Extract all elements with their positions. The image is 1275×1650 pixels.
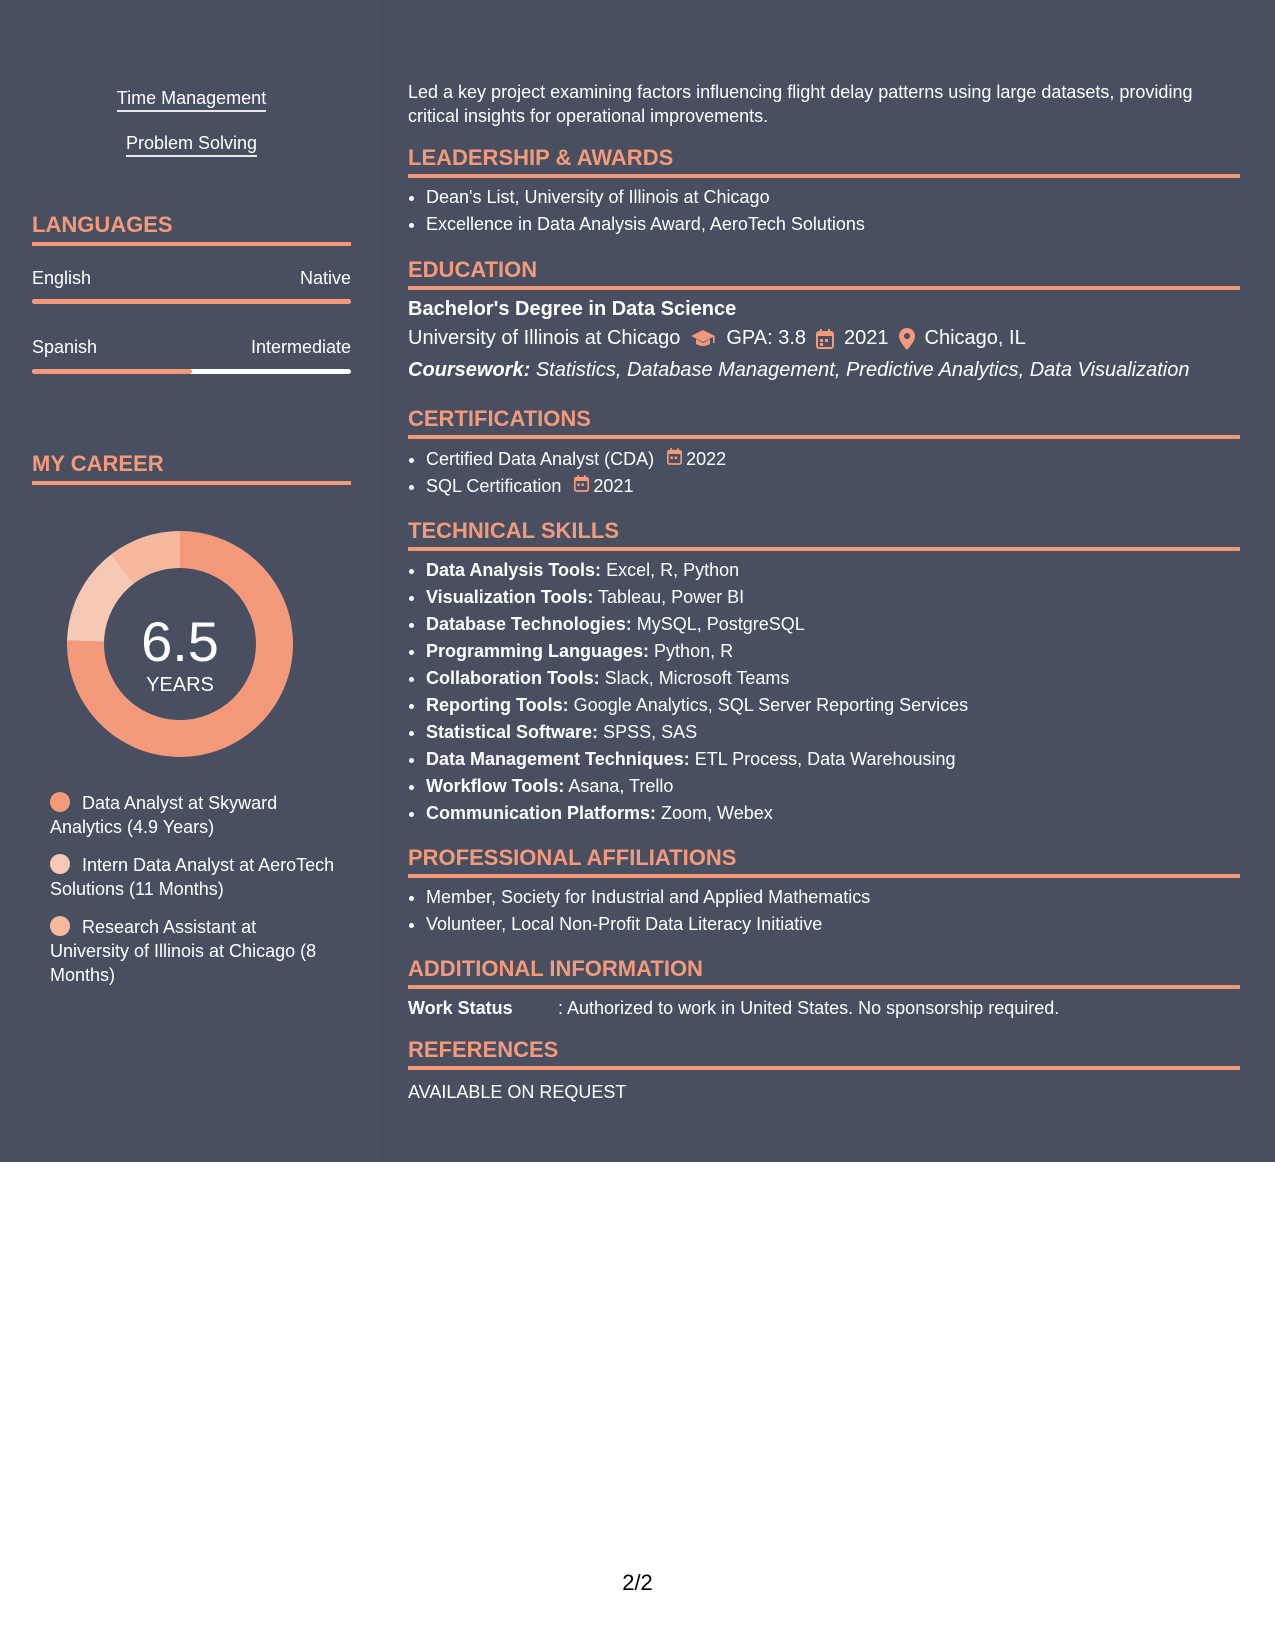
technical-skill-item: • Data Management Techniques: ETL Process, Data Warehousing — [426, 746, 1240, 773]
coursework-label: Coursework: — [408, 359, 531, 381]
gpa: GPA: 3.8 — [726, 327, 807, 349]
technical-skill-item: • Database Technologies: MySQL, PostgreSQL — [426, 611, 1240, 638]
certification-item: • Certified Data Analyst (CDA) 2022 — [426, 446, 1240, 473]
career-legend-item: Research Assistant at University of Illinois at Chicago (8 Months) — [50, 917, 317, 985]
graduation-year: 2021 — [844, 327, 889, 349]
calendar-icon — [816, 329, 834, 349]
technical-skill-item: • Statistical Software: SPSS, SAS — [426, 719, 1240, 746]
technical-skills-heading: TECHNICAL SKILLS — [408, 518, 1240, 551]
technical-skill-item: • Reporting Tools: Google Analytics, SQL Server Reporting Services — [426, 692, 1240, 719]
skill-item: Problem Solving — [32, 133, 351, 154]
technical-skill-item: • Visualization Tools: Tableau, Power BI — [426, 584, 1240, 611]
language-bar-fill — [32, 369, 192, 374]
career-heading: MY CAREER — [32, 451, 351, 485]
career-donut-chart — [67, 531, 293, 757]
certifications-list — [408, 446, 1240, 500]
language-row — [32, 268, 351, 289]
legend-dot — [50, 854, 70, 874]
technical-skill-item: • Workflow Tools: Asana, Trello — [426, 773, 1240, 800]
technical-skill-item: • Communication Platforms: Zoom, Webex — [426, 800, 1240, 827]
graduation-cap-icon — [690, 329, 716, 349]
language-bar-fill — [32, 299, 351, 304]
language-level: Intermediate — [250, 337, 351, 357]
languages-heading: LANGUAGES — [32, 212, 351, 246]
education-details — [408, 327, 1026, 350]
legend-dot — [50, 792, 70, 812]
list-item: • Volunteer, Local Non-Profit Data Literacy Initiative — [426, 911, 1240, 938]
affiliations-heading: PROFESSIONAL AFFILIATIONS — [408, 845, 1240, 878]
work-status — [408, 996, 1240, 1020]
school-name: University of Illinois at Chicago — [408, 327, 681, 349]
certifications-heading: CERTIFICATIONS — [408, 406, 1240, 439]
degree-title: Bachelor's Degree in Data Science — [408, 298, 737, 320]
career-unit: YEARS — [146, 674, 214, 696]
additional-info-heading: ADDITIONAL INFORMATION — [408, 956, 1240, 989]
technical-skill-item: • Collaboration Tools: Slack, Microsoft Teams — [426, 665, 1240, 692]
leadership-list — [408, 184, 1240, 238]
list-item: • Excellence in Data Analysis Award, AeroTech Solutions — [426, 211, 1240, 238]
school-location: Chicago, IL — [924, 327, 1026, 349]
technical-skills-list — [408, 557, 1240, 827]
education-heading: EDUCATION — [408, 257, 1240, 290]
leadership-heading: LEADERSHIP & AWARDS — [408, 145, 1240, 178]
certification-item: • SQL Certification 2021 — [426, 473, 1240, 500]
language-level: Native — [299, 268, 351, 288]
career-legend-item: Data Analyst at Skyward Analytics (4.9 Years) — [50, 793, 278, 837]
calendar-icon — [574, 476, 589, 496]
calendar-icon — [667, 449, 682, 469]
column-divider — [382, 0, 383, 1162]
language-row — [32, 337, 351, 358]
location-pin-icon — [899, 328, 915, 350]
language-bar — [32, 299, 351, 304]
work-status-label: Work Status — [408, 998, 513, 1018]
technical-skill-item: • Data Analysis Tools: Excel, R, Python — [426, 557, 1240, 584]
technical-skill-item: • Programming Languages: Python, R — [426, 638, 1240, 665]
project-description: Led a key project examining factors influencing flight delay patterns using large datasets, providing critical insights for operational improvements. — [408, 82, 1193, 126]
coursework — [408, 358, 1240, 382]
career-legend-item: Intern Data Analyst at AeroTech Solutions (11 Months) — [50, 855, 335, 899]
page-number: 2/2 — [622, 1570, 653, 1595]
language-name: English — [32, 268, 92, 288]
references-heading: REFERENCES — [408, 1037, 1240, 1070]
affiliations-list — [408, 884, 1240, 938]
coursework-list: Statistics, Database Management, Predictive Analytics, Data Visualization — [535, 359, 1190, 381]
work-status-value: : Authorized to work in United States. No sponsorship required. — [558, 998, 1060, 1018]
list-item: • Dean's List, University of Illinois at Chicago — [426, 184, 1240, 211]
references-text: AVAILABLE ON REQUEST — [408, 1082, 627, 1102]
skill-item: Time Management — [32, 88, 351, 109]
legend-dot — [50, 916, 70, 936]
list-item: • Member, Society for Industrial and Applied Mathematics — [426, 884, 1240, 911]
language-bar — [32, 369, 351, 374]
career-total: 6.5 — [141, 610, 219, 673]
language-name: Spanish — [32, 337, 98, 357]
